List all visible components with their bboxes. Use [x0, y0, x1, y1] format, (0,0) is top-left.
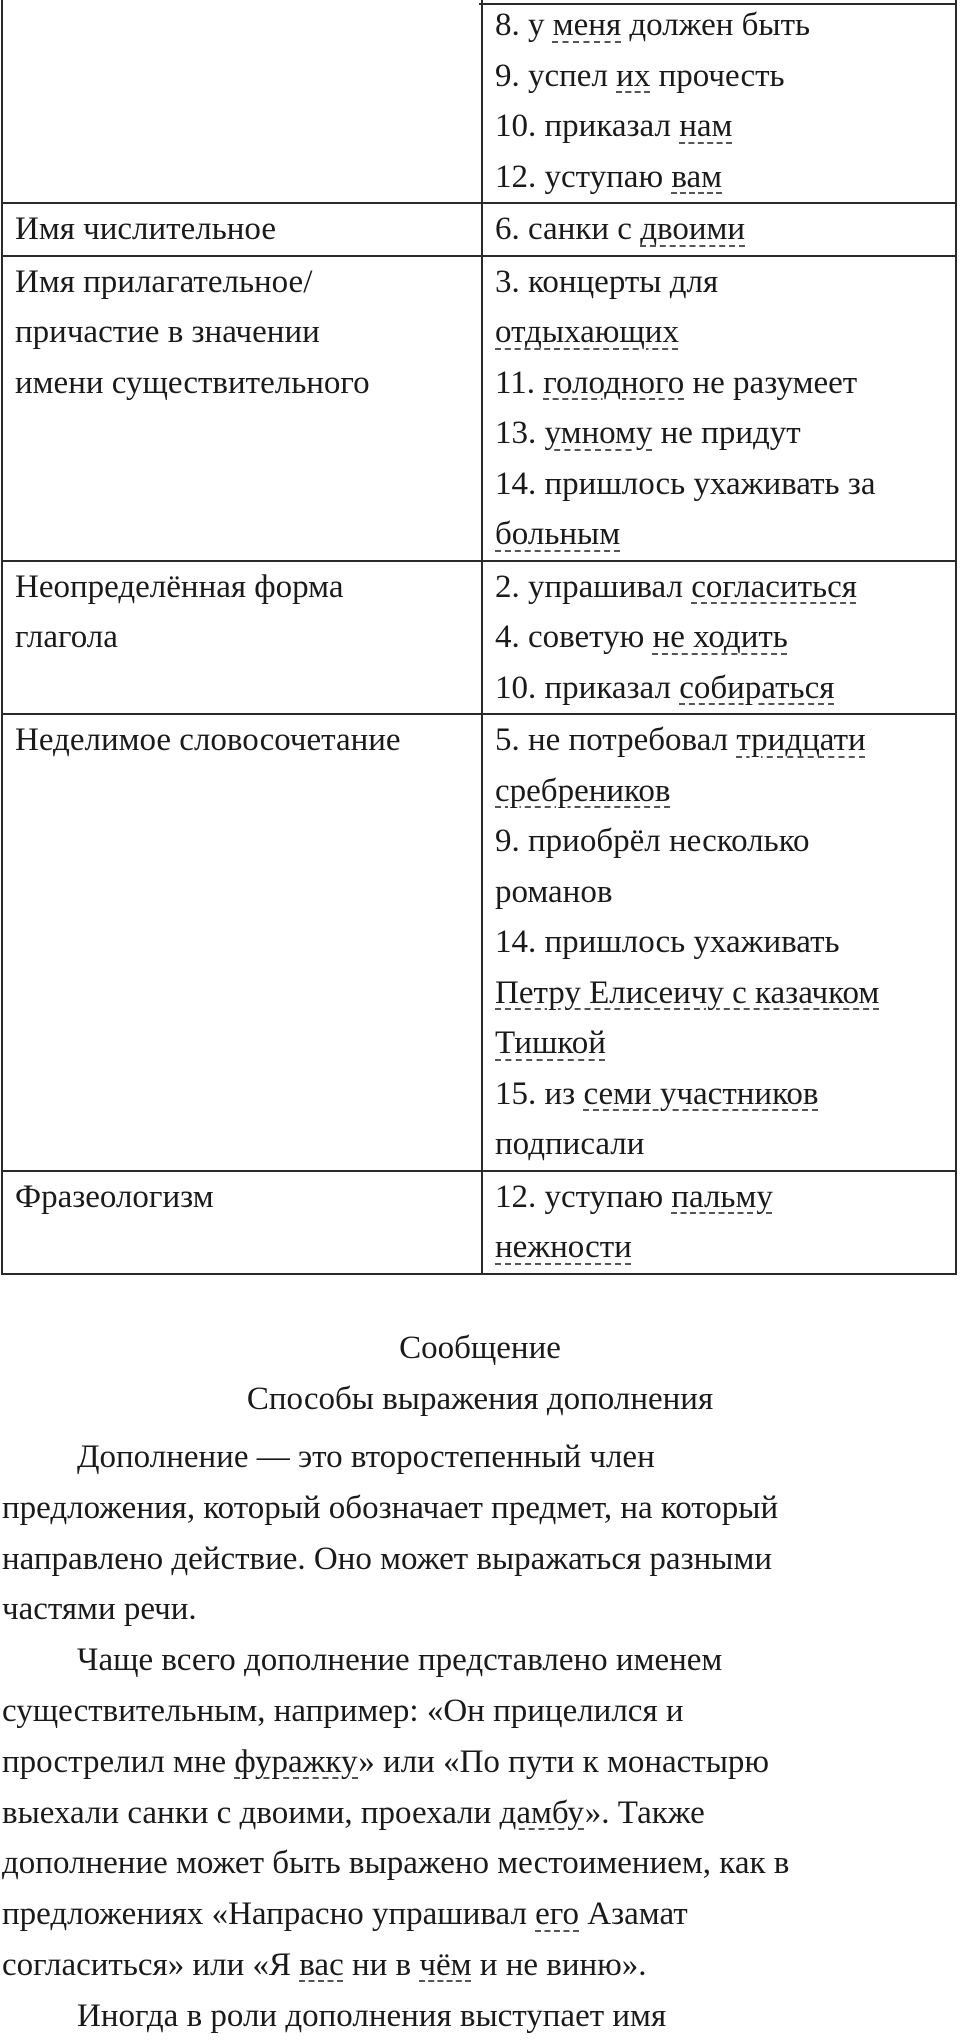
table-row [2, 561, 956, 715]
example-line [495, 715, 955, 766]
essay-line [2, 1432, 958, 1483]
underlined-word: больным [495, 516, 621, 552]
example-line [495, 307, 955, 358]
essay-line [2, 1737, 958, 1788]
example-line [495, 408, 955, 459]
text-segment: 15. из [495, 1075, 584, 1112]
table-row [2, 1171, 956, 1274]
text-segment: 14. пришлось ухаживать за [495, 465, 876, 502]
underlined-word: согласиться [691, 568, 857, 605]
section-subheading: Способы выражения дополнения [246, 1381, 714, 1417]
text-segment: прострелил мне [2, 1743, 235, 1780]
example-line [495, 562, 955, 613]
essay-line [2, 1788, 958, 1839]
essay-paragraph [2, 1991, 958, 2042]
category-cell [2, 714, 482, 1171]
category-label: Фразеологизм [15, 1178, 214, 1215]
underlined-word: сребреников [495, 772, 671, 809]
essay-line [2, 1584, 958, 1635]
example-line [495, 1172, 955, 1223]
text-segment: Азамат [579, 1896, 688, 1933]
essay-line [2, 1838, 958, 1889]
underlined-word: нам [679, 108, 733, 144]
text-segment: 5. не потребовал [495, 722, 737, 758]
example-line [495, 1018, 955, 1069]
example-line [495, 612, 955, 663]
text-segment: существительным, например: «Он прицелился и [2, 1692, 684, 1729]
example-line [495, 257, 955, 308]
text-segment: 8. у [495, 7, 553, 43]
essay-text [2, 1432, 958, 2042]
text-segment: не разумеет [684, 364, 858, 401]
essay-paragraph [2, 1432, 958, 1635]
example-line [495, 0, 955, 51]
example-line [495, 204, 955, 255]
category-label: Имя прилагательное/ [15, 263, 313, 300]
example-line [495, 101, 955, 152]
text-segment: 9. приобрёл несколько [495, 823, 810, 859]
category-cell [2, 561, 482, 715]
category-cell [2, 1171, 482, 1274]
examples-cell [482, 561, 956, 715]
underlined-word: не ходить [652, 619, 788, 655]
underlined-word: тридцати [736, 722, 866, 758]
example-line [495, 867, 955, 918]
example-line [495, 1222, 955, 1273]
text-segment: романов [495, 873, 613, 910]
text-segment: частями речи. [2, 1591, 197, 1628]
text-segment: 12. уступаю [495, 158, 672, 195]
underlined-word: меня [552, 7, 622, 43]
underlined-word: нежности [495, 1229, 632, 1265]
text-segment: 6. санки с [495, 211, 641, 247]
essay-line [2, 1635, 958, 1686]
underlined-word: отдыхающих [495, 314, 679, 350]
text-segment: 12. уступаю [495, 1178, 672, 1215]
underlined-word: фуражку [234, 1743, 359, 1780]
example-line [495, 459, 955, 510]
example-line [495, 51, 955, 102]
examples-cell [482, 714, 956, 1171]
underlined-word: пальму [671, 1178, 773, 1215]
example-line [495, 358, 955, 409]
text-segment: предложения, который обозначает предмет, на который [2, 1489, 779, 1526]
text-segment: выехали санки с двоими, проехали [2, 1794, 500, 1831]
essay-line [2, 1940, 958, 1991]
essay-paragraph [2, 1635, 958, 1991]
underlined-word: его [535, 1896, 580, 1933]
text-segment: 13. [495, 415, 545, 451]
essay-line [2, 1483, 958, 1534]
essay-line [2, 1991, 958, 2042]
essay-line [2, 1534, 958, 1585]
category-label: Неопределённая форма [15, 568, 344, 605]
examples-cell [482, 256, 956, 561]
text-segment: направлено действие. Оно может выражаться разными [2, 1540, 772, 1577]
text-segment: Чаще всего дополнение представлено именем [77, 1642, 723, 1679]
category-label: причастие в значении [15, 314, 320, 350]
essay-line [2, 1889, 958, 1940]
text-segment: и не виню». [471, 1946, 647, 1983]
text-segment: предложениях «Напрасно упрашивал [2, 1896, 536, 1933]
example-line [495, 1069, 955, 1120]
underlined-word: семи участников [583, 1075, 819, 1112]
text-segment: Дополнение — это второстепенный член [77, 1439, 655, 1475]
underlined-word: собираться [679, 669, 835, 706]
table-row [2, 256, 956, 561]
underlined-word: голодного [543, 364, 685, 401]
underlined-word: чём [419, 1946, 472, 1983]
example-line [495, 816, 955, 867]
underlined-word: вас [299, 1946, 344, 1983]
category-cell [2, 0, 482, 203]
example-line [495, 509, 955, 560]
example-line [495, 968, 955, 1019]
underlined-word: Тишкой [495, 1025, 606, 1061]
text-segment: 10. приказал [495, 108, 680, 144]
text-segment: 9. успел [495, 57, 617, 94]
example-line [495, 1119, 955, 1170]
text-segment: прочесть [650, 57, 785, 94]
text-segment: согласиться» или «Я [2, 1946, 300, 1983]
table-row [2, 0, 956, 203]
category-label: Имя числительное [15, 211, 276, 247]
table-row [2, 203, 956, 256]
example-line [495, 152, 955, 203]
text-segment: должен быть [621, 7, 811, 43]
text-segment: ». Также [584, 1794, 705, 1831]
example-line [495, 917, 955, 968]
underlined-word: двоими [640, 211, 746, 247]
essay-line [2, 1686, 958, 1737]
category-label: имени существительного [15, 364, 370, 401]
underlined-word: дамбу [499, 1794, 585, 1831]
underlined-word: вам [671, 158, 723, 195]
example-line [495, 766, 955, 817]
text-segment: 11. [495, 364, 544, 401]
text-segment: Иногда в роли дополнения выступает имя [77, 1997, 667, 2034]
category-cell [2, 203, 482, 256]
text-segment: 2. упрашивал [495, 568, 692, 605]
category-label: глагола [15, 619, 118, 655]
underlined-word: их [616, 57, 651, 94]
text-segment: не придут [652, 415, 801, 451]
text-segment: 3. концерты для [495, 263, 719, 300]
text-segment: 10. приказал [495, 669, 680, 706]
category-label: Неделимое словосочетание [15, 722, 401, 758]
examples-cell [482, 0, 956, 203]
text-segment: подписали [495, 1126, 645, 1162]
underlined-word: Петру Елисеичу с казачком [495, 974, 880, 1011]
example-line [495, 663, 955, 714]
examples-cell [482, 1171, 956, 1274]
table-row [2, 714, 956, 1171]
text-segment: 4. советую [495, 619, 653, 655]
section-heading: Сообщение [399, 1330, 561, 1366]
text-segment: дополнение может быть выражено местоимением, как в [2, 1845, 790, 1882]
text-segment: ни в [343, 1946, 420, 1983]
category-cell [2, 256, 482, 561]
text-segment: 14. пришлось ухаживать [495, 924, 840, 960]
object-expression-table [1, 0, 957, 1275]
examples-cell [482, 203, 956, 256]
text-segment: » или «По пути к монастырю [358, 1743, 770, 1780]
underlined-word: умному [544, 415, 653, 451]
